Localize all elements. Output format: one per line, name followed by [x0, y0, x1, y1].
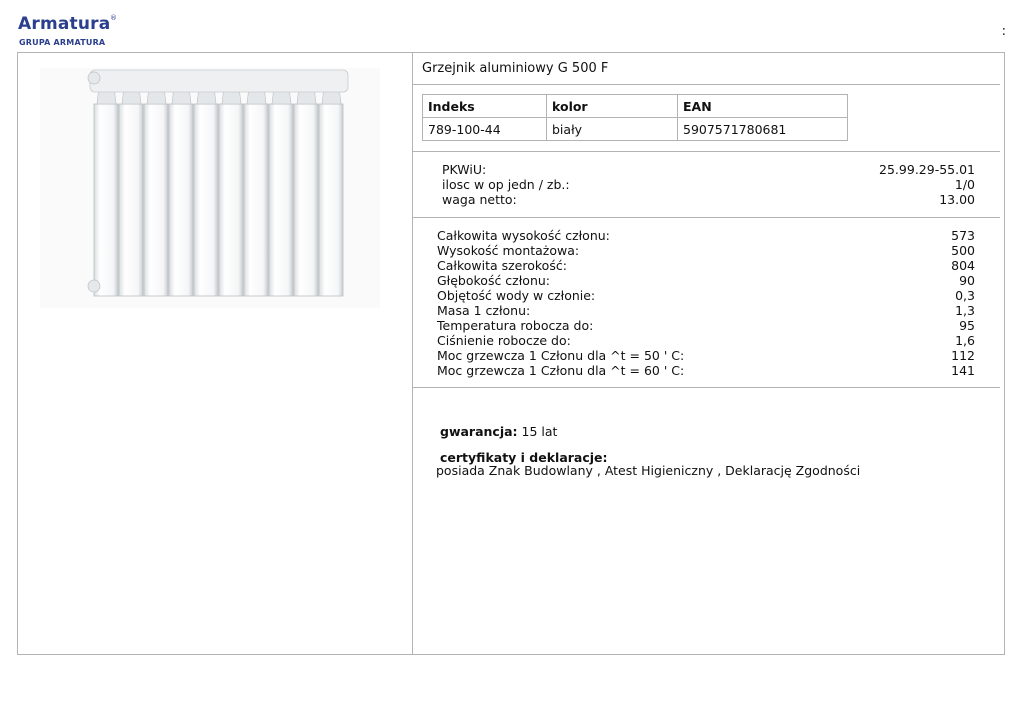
param-label: Moc grzewcza 1 Członu dla ^t = 50 ' C:: [437, 348, 685, 363]
radiator-fin: [269, 104, 293, 296]
param-value: 112: [951, 348, 975, 363]
param-value: 95: [959, 318, 975, 333]
warranty-label: gwarancja:: [440, 424, 518, 439]
param-row: [437, 303, 975, 318]
param-label: Głębokość członu:: [437, 273, 551, 288]
radiator-fin: [194, 104, 218, 296]
radiator-fin: [244, 104, 268, 296]
radiator-fin: [294, 104, 318, 296]
meta-row: [442, 162, 975, 177]
column-divider: [412, 52, 413, 655]
param-label: Całkowita szerokość:: [437, 258, 567, 273]
brand-name: Armatura: [18, 14, 111, 34]
registered-mark: ®: [110, 14, 117, 22]
radiator-fin: [219, 104, 243, 296]
param-value: 573: [951, 228, 975, 243]
meta-row: [442, 177, 975, 192]
meta-value: 1/0: [954, 177, 975, 192]
param-label: Objętość wody w członie:: [437, 288, 596, 303]
header-index: Indeks: [423, 95, 547, 118]
param-value: 90: [959, 273, 975, 288]
radiator-fin: [169, 104, 193, 296]
corner-mark: :: [1001, 24, 1006, 39]
cell-color: biały: [547, 118, 678, 141]
param-value: 500: [951, 243, 975, 258]
product-title: Grzejnik aluminiowy G 500 F: [422, 61, 609, 76]
cell-ean: 5907571780681: [678, 118, 848, 141]
param-label: Temperatura robocza do:: [437, 318, 594, 333]
parameters-list: [437, 228, 975, 378]
separator: [413, 217, 1000, 218]
warranty-value: 15 lat: [521, 424, 558, 439]
header-ean: EAN: [678, 95, 848, 118]
meta-label: PKWiU:: [442, 162, 487, 177]
param-label: Wysokość montażowa:: [437, 243, 580, 258]
param-value: 804: [951, 258, 975, 273]
meta-value: 13.00: [939, 192, 975, 207]
certificates-label: certyfikaty i deklaracje:: [440, 450, 608, 465]
separator: [413, 151, 1000, 152]
param-label: Moc grzewcza 1 Członu dla ^t = 60 ' C:: [437, 363, 685, 378]
cell-index: 789-100-44: [423, 118, 547, 141]
table-row: [423, 118, 848, 141]
param-label: Ciśnienie robocze do:: [437, 333, 571, 348]
meta-value: 25.99.29-55.01: [879, 162, 975, 177]
separator: [413, 84, 1000, 85]
param-value: 1,6: [955, 333, 975, 348]
param-row: [437, 258, 975, 273]
certificates-text: posiada Znak Budowlany , Atest Higieniczny , Deklarację Zgodności: [436, 463, 861, 478]
meta-label: ilosc w op jedn / zb.:: [442, 177, 570, 192]
radiator-fin: [94, 104, 118, 296]
param-label: Masa 1 członu:: [437, 303, 531, 318]
brand-logo: [18, 14, 128, 50]
meta-row: [442, 192, 975, 207]
meta-label: waga netto:: [442, 192, 517, 207]
param-row: [437, 333, 975, 348]
table-header-row: [423, 95, 848, 118]
radiator-fin: [119, 104, 143, 296]
radiator-fin: [144, 104, 168, 296]
param-row: [437, 348, 975, 363]
param-row: [437, 318, 975, 333]
radiator-fin: [319, 104, 343, 296]
param-value: 141: [951, 363, 975, 378]
brand-group: GRUPA ARMATURA: [19, 38, 106, 47]
warranty: [440, 424, 557, 439]
param-value: 0,3: [955, 288, 975, 303]
param-row: [437, 228, 975, 243]
header-color: kolor: [547, 95, 678, 118]
param-row: [437, 273, 975, 288]
param-label: Całkowita wysokość członu:: [437, 228, 610, 243]
param-value: 1,3: [955, 303, 975, 318]
param-row: [437, 363, 975, 378]
radiator-image: [30, 64, 398, 314]
param-row: [437, 288, 975, 303]
separator: [413, 387, 1000, 388]
meta-list: [442, 162, 975, 207]
param-row: [437, 243, 975, 258]
product-table: [422, 94, 848, 141]
